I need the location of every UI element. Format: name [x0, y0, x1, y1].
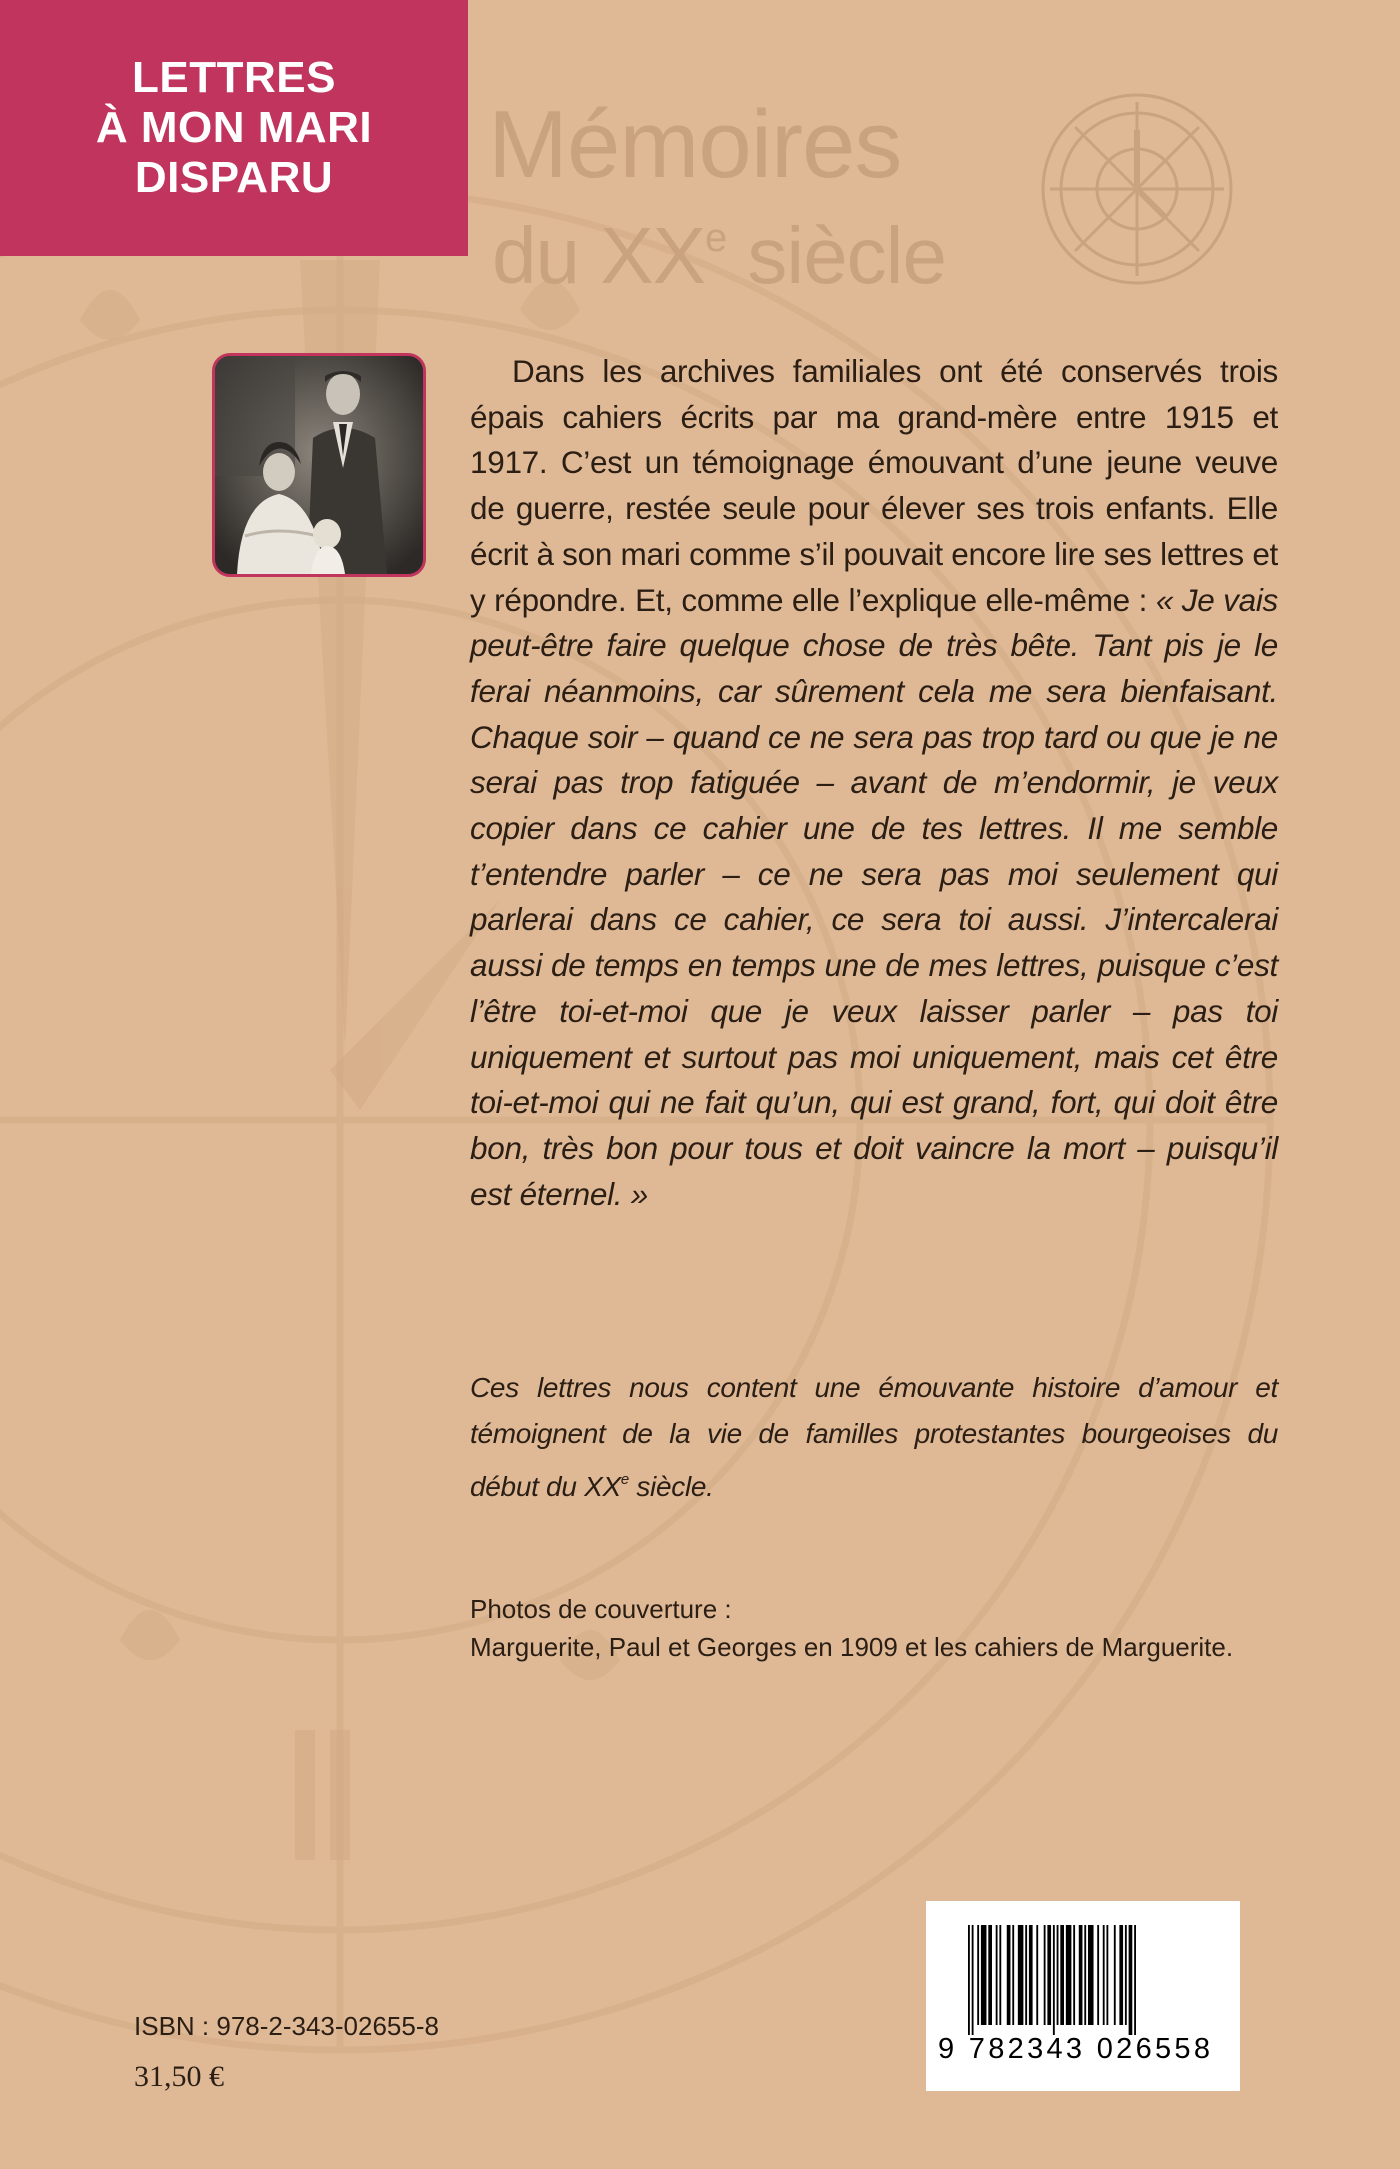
barcode-bar [1029, 1925, 1033, 2025]
barcode-bar [1053, 1925, 1055, 2035]
title-block [0, 0, 468, 256]
barcode-bar [1012, 1925, 1014, 2025]
series-line2-prefix: du XX [492, 211, 705, 300]
barcode-bar [1025, 1925, 1027, 2025]
barcode-bar [996, 1925, 998, 2025]
barcode-bar [968, 1925, 970, 2035]
series-name-line2 [492, 193, 946, 301]
vintage-family-photo-icon [215, 356, 423, 574]
title-line-1: LETTRES [132, 53, 336, 102]
barcode-bar [1084, 1925, 1086, 2025]
isbn-label: ISBN : 978-2-343-02655-8 [134, 2011, 439, 2041]
summary-text [470, 1365, 1278, 1510]
series-line2-sup: e [704, 216, 727, 260]
barcode-bar [1114, 1925, 1116, 2025]
price-label: 31,50 € [134, 2060, 224, 2093]
summary-body: Ces lettres nous content une émouvante histoire d’amour et témoignent de la vie de familles protestantes bourgeoises du début du XX [470, 1372, 1278, 1502]
barcode-digits: 9 782343 026558 [938, 2033, 1214, 2065]
summary-end: siècle. [628, 1471, 714, 1502]
barcode-bar [988, 1925, 992, 2025]
barcode-bar [1103, 1925, 1105, 2025]
barcode-bar [999, 1925, 1001, 2025]
summary-sup: e [620, 1471, 629, 1488]
barcode-bar [1073, 1925, 1075, 2025]
barcode-bar [1066, 1925, 1072, 2025]
barcode-bar [1119, 1925, 1123, 2025]
barcode-bar [1125, 1925, 1127, 2025]
barcode-bar [1088, 1925, 1094, 2025]
credits-line-1: Photos de couverture : [470, 1594, 732, 1624]
barcode-bar [1018, 1925, 1024, 2025]
title-line-3: DISPARU [134, 153, 334, 202]
series-line2-suffix: siècle [726, 211, 946, 300]
barcode-bar [981, 1925, 987, 2025]
barcode-icon [968, 1925, 1208, 2035]
barcode-bar [1106, 1925, 1108, 2025]
barcode-bar [1057, 1925, 1059, 2025]
barcode-bar [1129, 1925, 1133, 2035]
barcode-bar [1060, 1925, 1064, 2025]
barcode-bar [1007, 1925, 1011, 2025]
blurb-text [470, 349, 1278, 1217]
barcode-bar [1047, 1925, 1051, 2025]
barcode-bar [1036, 1925, 1038, 2025]
barcode-bar [1097, 1925, 1099, 2025]
barcode-bar [972, 1925, 974, 2035]
title-line-2: À MON MARI [95, 103, 373, 152]
series-clock-icon [1038, 90, 1236, 288]
family-photo [212, 353, 426, 577]
blurb-intro: Dans les archives familiales ont été conservés trois épais cahiers écrits par ma grand-mère entre 1915 et 1917. C’est un témoignage émouvant d’une jeune veuve de guerre, restée seule pour élever ses trois enfants. Elle écrit à son mari comme s’il pouvait encore lire ses lettres et y répondre. Et, comme elle l’explique elle-même : [470, 353, 1278, 618]
barcode-bar [1134, 1925, 1136, 2035]
blurb-quote: « Je vais peut-être faire quelque chose de très bête. Tant pis je le ferai néanmoins, car sûrement cela me sera bienfaisant. Chaque soir – quand ce ne sera pas trop tard ou que je ne serai pas trop fatiguée – avant de m’endormir, je veux copier dans ce cahier une de tes lettres. Il me semble t’entendre parler – ce ne sera pas moi seulement qui parlerai dans ce cahier, ce sera toi aussi. J’intercalerai aussi de temps en temps une de mes lettres, puisque c’est l’être toi-et-moi que je veux laisser parler – pas toi uniquement et surtout pas moi uniquement, mais cet être toi-et-moi qui ne fait qu’un, qui est grand, fort, qui doit être bon, très bon pour tous et doit vaincre la mort – puisqu’il est éternel. » [470, 581, 1279, 1212]
credits-line-2: Marguerite, Paul et Georges en 1909 et les cahiers de Marguerite. [470, 1632, 1234, 1662]
photo-credits [470, 1590, 1320, 1666]
series-name-line1: Mémoires [488, 91, 902, 198]
barcode [926, 1901, 1240, 2091]
barcode-bar [977, 1925, 979, 2025]
barcode-bar [1044, 1925, 1046, 2025]
series-logo [488, 91, 1048, 300]
barcode-bar [1079, 1925, 1083, 2025]
